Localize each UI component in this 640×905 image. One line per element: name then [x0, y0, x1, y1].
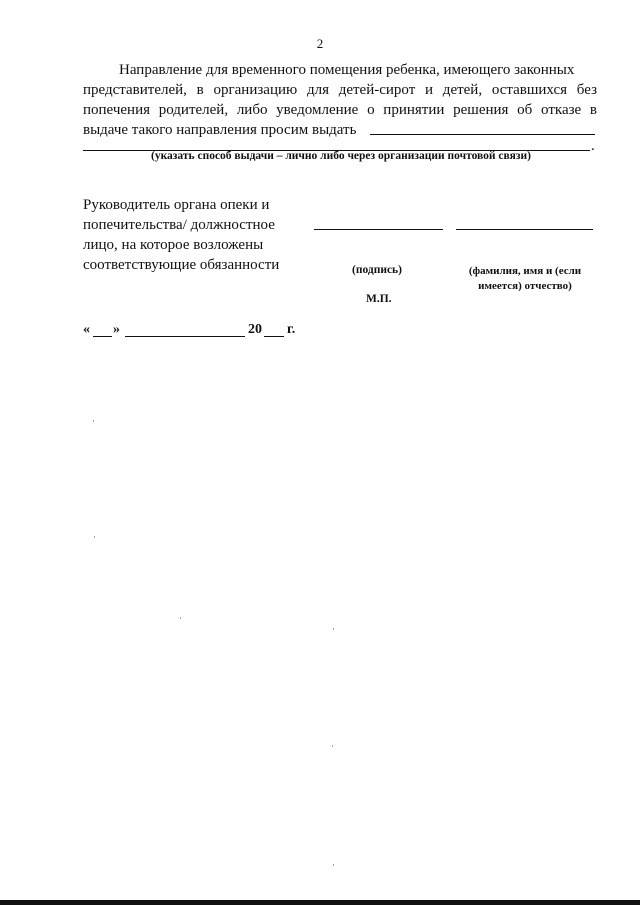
- scan-speck: [180, 617, 181, 619]
- signatory-line-4: соответствующие обязанности: [83, 257, 280, 273]
- date-day-blank[interactable]: [93, 336, 112, 337]
- scan-speck: [94, 536, 95, 538]
- date-close-quote: »: [113, 322, 120, 337]
- issue-method-hint: (указать способ выдачи – лично либо через организации почтовой связи): [151, 150, 531, 162]
- full-name-caption-line-1: (фамилия, имя и (если: [468, 265, 582, 277]
- scan-speck: [332, 745, 333, 747]
- signatory-line-2: попечительства/ должностное: [83, 217, 275, 233]
- body-line-1: Направление для временного помещения ребенка, имеющего законных: [119, 62, 575, 78]
- body-line-4: выдаче такого направления просим выдать: [83, 122, 357, 138]
- scan-bottom-edge: [0, 900, 640, 905]
- date-year-blank[interactable]: [264, 336, 284, 337]
- body-line-3: попечения родителей, либо уведомление о принятии решения об отказе в: [83, 102, 597, 118]
- scan-speck: [333, 628, 334, 630]
- trailing-period: .: [591, 138, 595, 154]
- stamp-placeholder: М.П.: [366, 293, 392, 305]
- scan-speck: [333, 864, 334, 866]
- full-name-line[interactable]: [456, 229, 593, 230]
- date-month-blank[interactable]: [125, 336, 245, 337]
- signatory-line-1: Руководитель органа опеки и: [83, 197, 270, 213]
- date-year-prefix: 20: [248, 322, 262, 337]
- scan-speck: [93, 420, 94, 422]
- full-name-caption-line-2: имеется) отчество): [478, 280, 572, 292]
- issue-method-blank[interactable]: [370, 134, 595, 135]
- signatory-title: [83, 195, 279, 275]
- signature-caption: (подпись): [352, 264, 402, 276]
- full-name-caption: [455, 264, 595, 294]
- signature-line[interactable]: [314, 229, 443, 230]
- signatory-line-3: лицо, на которое возложены: [83, 237, 264, 253]
- body-line-2: представителей, в организацию для детей-сирот и детей, оставшихся без: [83, 82, 597, 98]
- date-open-quote: «: [83, 322, 90, 337]
- page-number: 2: [316, 36, 324, 51]
- date-year-suffix: г.: [287, 322, 296, 337]
